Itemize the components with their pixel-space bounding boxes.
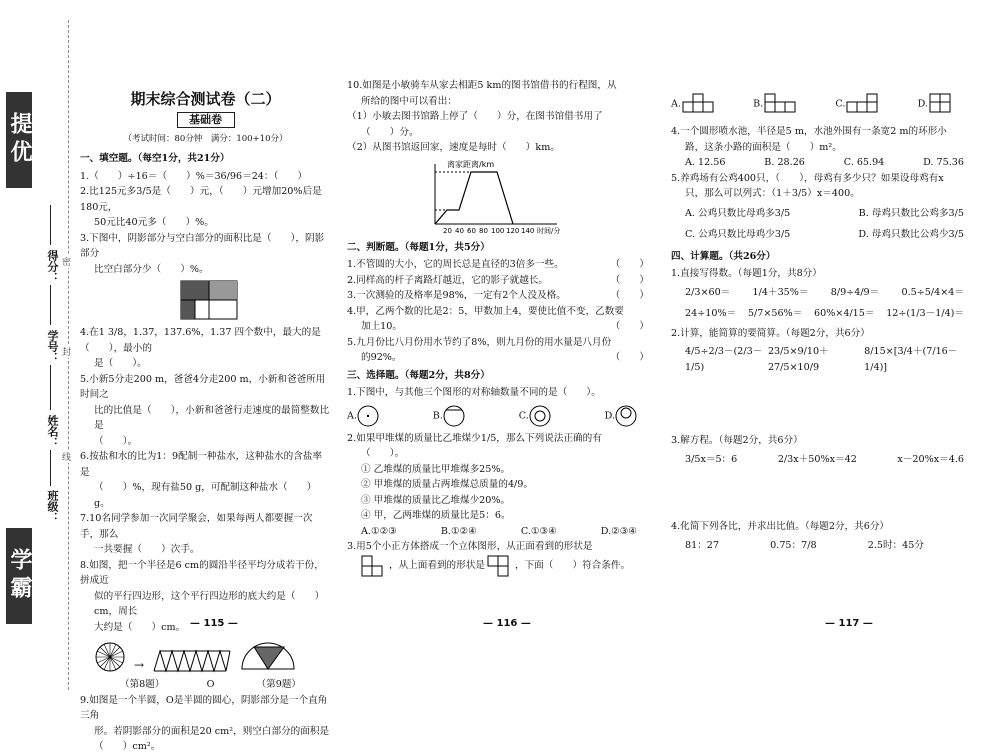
question-6b: （ ）%，现有盐50 g，可配制这种盐水（ ）g。	[94, 482, 317, 509]
ratio-1: 81：27	[685, 539, 720, 551]
class-line	[50, 450, 51, 486]
calc-1-item-4: 0.5÷5/4×4＝	[901, 286, 964, 298]
choice-5-opt-a: A. 公鸡只数比母鸡多3/5	[685, 207, 791, 219]
name-line	[50, 365, 51, 410]
section-judge: 二、判断题。（每题1分，共5分）	[347, 241, 490, 253]
question-10a: 10.如图是小敏骑车从家去相距5 km的图书馆借书的行程图，从	[347, 80, 617, 91]
o-label: O	[206, 679, 215, 690]
judge-5b	[347, 350, 657, 366]
section-calc: 四、计算题。（共26分）	[671, 250, 776, 262]
ratio-2: 0.75：7/8	[770, 539, 817, 551]
question-10c: （1）小敏去图书馆路上停了（ ）分，在图书馆借书用了	[347, 111, 603, 122]
c3-opt-b-label: B.	[753, 98, 764, 110]
tick-120: 120	[506, 226, 520, 235]
equation-2: 2/3x＋50%x＝42	[777, 453, 857, 465]
choice-1-opt-c	[519, 405, 551, 427]
name-label: 姓名：	[46, 415, 59, 448]
page-115	[0, 0, 335, 752]
judge-3	[347, 288, 657, 304]
page-116-content	[347, 78, 657, 577]
judge-4a: 4.甲，乙两个数的比是2：5，甲数加上4，要使比值不变，乙数要	[347, 305, 624, 317]
choice-3-opt-b	[753, 92, 799, 116]
choice-2-1: ① 乙堆煤的质量比甲堆煤多25%。	[361, 463, 511, 475]
choice-4-opt-c: C. 65.94	[843, 157, 885, 168]
q8-circle-figure	[94, 641, 126, 673]
choice-1-opt-b	[433, 405, 465, 427]
binding-margin	[0, 0, 72, 707]
tag-top: 提优	[6, 92, 32, 188]
judge-2-text: 2.同样高的杆子离路灯越近，它的影子就越长。	[347, 274, 549, 286]
judge-3-text: 3.一次测验的及格率是98%，一定有2个人没及格。	[347, 290, 566, 301]
score-label: 得分：	[46, 250, 59, 283]
choice-2-3: ③ 甲堆煤的质量比乙堆煤少20%。	[361, 494, 511, 506]
calc-1-row2	[671, 306, 984, 322]
choice-2-opt-c: C.①③④	[520, 525, 557, 537]
cube-stack-b-icon	[763, 92, 799, 116]
choice-3-opt-c	[835, 92, 881, 116]
judge-5-answer: （ ）	[610, 352, 649, 363]
figure-captions	[80, 677, 331, 693]
choice-2-4: ④ 甲，乙两堆煤的质量比是5：6。	[361, 510, 511, 521]
cube-stack-c-icon	[845, 92, 881, 116]
choice-2a: 2.如果甲堆煤的质量比乙堆煤少1/5，那么下列说法正确的有	[347, 432, 602, 444]
calc-1-item-1: 2/3×60＝	[685, 286, 731, 298]
page-117-content	[671, 92, 984, 553]
student-id-label: 学号：	[46, 330, 59, 363]
choice-2-2: ② 甲堆煤的质量占两堆煤总质量的4/9。	[361, 479, 533, 490]
circle-dot-icon	[357, 405, 379, 427]
choice-2-opt-d: D.②③④	[600, 525, 637, 537]
choice-4-opt-b: B. 28.26	[764, 157, 805, 168]
cut-char-line: 线	[62, 450, 71, 463]
question-5c: （ ）。	[94, 435, 138, 447]
ratio-3: 2.5时：45分	[867, 539, 924, 551]
question-3b: 比空白部分少（ ）%。	[94, 263, 209, 275]
cut-char-close: 封	[62, 345, 71, 358]
graph-ylabel: 离家距离/km	[447, 159, 495, 169]
tick-60: 60	[467, 226, 476, 235]
judge-1-text: 1.不管圆的大小，它的周长总是直径的3倍多一些。	[347, 259, 564, 270]
c3-opt-a-label: A.	[671, 98, 681, 110]
calc-1-item-3: 8/9÷4/9＝	[830, 286, 880, 298]
calc-2: 2.计算，能简算的要简算。（每题2分，共6分）	[671, 327, 870, 339]
q3-figure	[180, 280, 240, 322]
choice-3-options	[671, 92, 984, 116]
choice-1-opt-a	[347, 405, 379, 427]
calc-1-item-6: 5/7×56%＝	[747, 308, 803, 319]
calc-1-item-8: 12÷(1/3－1/4)＝	[886, 308, 964, 319]
question-4a: 4.在1 3/8，1.37，137.6%，1.37 四个数中，最大的是（ ），最小的	[80, 327, 321, 354]
question-9b: 形。若阴影部分的面积是20 cm²，则空白部分的面积是	[94, 725, 330, 737]
page-116	[335, 0, 665, 707]
choice-1: 1.下图中，与其他三个图形的对称轴数量不同的是（ ）。	[347, 387, 601, 398]
choice-4a: 4.一个圆形喷水池，半径是5 m，水池外围有一条宽2 m的环形小	[671, 126, 947, 137]
page-number-116: — 116 —	[483, 618, 531, 629]
question-10e: （2）从图书馆返回家，速度是每时（ ）km。	[347, 142, 560, 153]
c3-opt-d-label: D.	[917, 98, 928, 110]
equation-3: x－20%x＝4.6	[897, 453, 964, 465]
front-view-shape	[361, 555, 387, 577]
judge-5a: 5.九月份比八月份用水节约了8%，则九月份的用水量是八月份	[347, 336, 612, 348]
calc-2-item-2: 23/5×9/10＋27/5×10/9	[767, 346, 829, 373]
choice-3a: 3.用5个小正方体搭成一个立体图形，从正面看到的形状是	[347, 541, 593, 552]
question-8c: 大约是（ ）cm。	[94, 621, 186, 633]
figures-8-9: →	[94, 639, 331, 673]
calc-4-items	[671, 538, 984, 554]
judge-5b-text: 的92%。	[361, 352, 402, 363]
question-5a: 5.小新5分走200 m，爸爸4分走200 m，小新和爸爸所用时间之	[80, 373, 326, 400]
opt-a-label: A.	[347, 410, 357, 421]
question-5b: 比的比值是（ ），小新和爸爸行走速度的最简整数比是	[94, 404, 330, 431]
choice-5-opt-c: C. 公鸡只数比母鸡少3/5	[685, 229, 791, 240]
question-10b: 所给的图中可以看出：	[361, 95, 457, 107]
inner-circle-icon	[615, 405, 637, 427]
choice-1-options	[347, 405, 657, 427]
caption-q9: （第9题）	[256, 679, 301, 690]
choice-2-opt-b: B.①②④	[440, 525, 477, 537]
equation-1: 3/5x＝5：6	[685, 453, 738, 465]
calc-4: 4.化简下列各比，并求出比值。（每题2分，共6分）	[671, 521, 890, 532]
class-label: 班级：	[46, 490, 59, 523]
choice-5a: 5.养鸡场有公鸡400只，（ ），母鸡有多少只？如果设母鸡有x	[671, 172, 944, 184]
calc-1-item-5: 24÷10%＝	[685, 308, 737, 319]
tick-80: 80	[479, 226, 488, 235]
calc-1-row1	[671, 285, 984, 301]
judge-1	[347, 257, 657, 273]
score-line	[50, 205, 51, 245]
section-choice: 三、选择题。（每题2分，共8分）	[347, 369, 490, 381]
cube-stack-a-icon	[681, 92, 717, 116]
tick-100: 100	[491, 226, 505, 235]
choice-5-options-row2	[671, 227, 984, 243]
tick-40: 40	[455, 226, 464, 235]
choice-5-options-row1	[671, 206, 984, 222]
calc-1-item-2: 1/4＋35%＝	[752, 286, 809, 298]
calc-1-item-7: 60%×4/15＝	[813, 308, 875, 319]
page-115-content	[80, 92, 331, 755]
question-6a: 6.按盐和水的比为1：9配制一种盐水，这种盐水的含盐率是	[80, 451, 323, 478]
question-4b: 是（ ）。	[94, 358, 147, 369]
calc-2-item-1: 4/5÷2/3－(2/3－1/5)	[685, 346, 763, 373]
top-view-shape	[487, 555, 513, 577]
tick-140: 140	[521, 226, 535, 235]
question-10d: （ ）分。	[361, 126, 419, 138]
concentric-circle-icon	[529, 405, 551, 427]
calc-3: 3.解方程。（每题2分，共6分）	[671, 435, 803, 446]
id-line	[50, 285, 51, 325]
question-2a: 2.比125元多3/5是（ ）元，（ ）元增加20%后是180元，	[80, 186, 322, 213]
exam-meta: （考试时间：80分钟 满分：100+10分）	[123, 133, 288, 144]
calc-1: 1.直接写得数。（每题1分，共8分）	[671, 268, 822, 279]
cut-char-seal: 密	[62, 255, 71, 268]
caption-q8: （第8题）	[120, 679, 165, 690]
exam-subtitle: 基础卷	[177, 112, 235, 128]
tick-20: 20	[443, 226, 452, 235]
choice-2-options	[347, 524, 657, 540]
judge-4b-text: 加上10。	[361, 321, 402, 332]
choice-3b	[347, 555, 657, 577]
choice-3-opt-a	[671, 92, 717, 116]
opt-c-label: C.	[518, 410, 529, 421]
choice-5-opt-b: B. 母鸡只数比公鸡多3/5	[858, 207, 964, 219]
question-8a: 8.如图，把一个半径是6 cm的圆沿半径平均分成若干份，拼成近	[80, 559, 324, 586]
c3-opt-c-label: C.	[835, 98, 846, 110]
page-number-117: — 117 —	[825, 618, 873, 629]
question-1: 1.（ ）÷16＝（ ）%＝36/96＝24：（ ）	[80, 170, 308, 182]
choice-4-opt-d: D. 75.36	[923, 157, 964, 168]
choice-4b: 路，这条小路的面积是（ ）m²。	[685, 141, 842, 153]
exam-title: 期末综合测试卷（二）	[130, 90, 281, 108]
calc-2-items	[671, 344, 984, 375]
choice-4-options	[671, 155, 984, 171]
q8-parallelogram-figure	[152, 649, 232, 673]
question-3a: 3.下图中，阴影部分与空白部分的面积比是（ ），阴影部分	[80, 232, 325, 259]
question-7a: 7.10名同学参加一次同学聚会，如果每两人都要握一次手，那么	[80, 513, 313, 540]
q10-distance-graph	[387, 158, 587, 238]
choice-5-opt-d: D. 母鸡只数比公鸡少3/5	[858, 229, 964, 240]
judge-4b	[347, 319, 657, 335]
judge-1-answer: （ ）	[610, 259, 649, 270]
choice-2b: （ ）。	[361, 448, 405, 459]
calc-2-item-3: 8/15×[3/4＋(7/16－1/4)]	[864, 346, 958, 373]
question-2b: 50元比40元多（ ）%。	[94, 217, 214, 228]
page-117	[665, 0, 1000, 707]
circle-chord-icon	[443, 405, 465, 427]
judge-3-answer: （ ）	[610, 290, 649, 301]
opt-b-label: B.	[432, 410, 443, 421]
question-9a: 9.如图是一个半圆，O是半圆的圆心，阴影部分是一个直角三角	[80, 694, 328, 721]
question-8b: 似的平行四边形，这个平行四边形的底大约是（ ）cm，周长	[94, 590, 325, 617]
judge-2-answer: （ ）	[610, 274, 649, 286]
judge-4-answer: （ ）	[610, 321, 649, 332]
choice-4-opt-a: A. 12.56	[685, 157, 726, 168]
question-9c: （ ）cm²。	[94, 741, 161, 752]
choice-3b-text: ，从上面看到的形状是	[389, 559, 485, 571]
choice-3c-text: ，下面（ ）符合条件。	[514, 559, 631, 571]
choice-3-opt-d	[918, 92, 964, 116]
choice-5b: 只，那么可以列式：（1＋3/5）x＝400。	[685, 188, 860, 199]
calc-3-items	[671, 452, 984, 468]
q9-semicircle-figure	[240, 639, 296, 673]
opt-d-label: D.	[604, 410, 615, 421]
graph-xlabel: 时间/分	[537, 226, 561, 235]
question-7b: 一共要握（ ）次手。	[94, 544, 200, 555]
tag-bottom: 学霸	[6, 528, 32, 624]
section-fill-blank: 一、填空题。（每空1分，共21分）	[80, 153, 230, 164]
choice-1-opt-d	[605, 405, 637, 427]
judge-2	[347, 273, 657, 289]
page-number-115: — 115 —	[190, 618, 238, 629]
cube-stack-d-icon	[928, 92, 964, 116]
choice-2-opt-a: A.①②③	[361, 525, 397, 537]
